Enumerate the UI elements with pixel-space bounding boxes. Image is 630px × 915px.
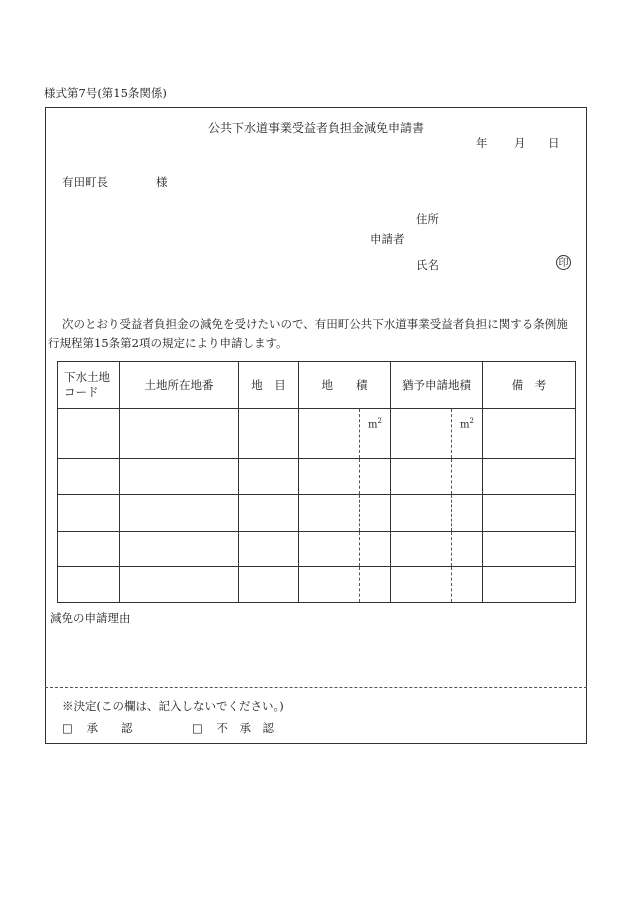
table-row (58, 409, 576, 459)
area-divider (359, 567, 360, 602)
cell-code[interactable] (58, 532, 120, 567)
header-land-category: 地 目 (239, 362, 299, 409)
approve-option[interactable] (62, 720, 133, 736)
form-label: 様式第7号(第15条関係) (44, 86, 167, 100)
cell-remarks[interactable] (483, 409, 576, 459)
reject-label: 不 承 認 (216, 721, 275, 735)
addressee-honorific: 様 (156, 175, 168, 189)
cell-deferred-area[interactable] (391, 495, 483, 532)
cell-deferred-area[interactable] (391, 567, 483, 603)
cell-remarks[interactable] (483, 459, 576, 495)
date-day: 日 (548, 136, 560, 150)
cell-land-category[interactable] (239, 567, 299, 603)
cell-remarks[interactable] (483, 567, 576, 603)
body-text-line1: 次のとおり受益者負担金の減免を受けたいので、有田町公共下水道事業受益者負担に関する条例施 (62, 317, 568, 331)
cell-land-category[interactable] (239, 532, 299, 567)
date-month: 月 (514, 136, 526, 150)
cell-location[interactable] (120, 567, 239, 603)
header-area: 地 積 (299, 362, 391, 409)
area-unit (368, 417, 382, 430)
table-row (58, 532, 576, 567)
deferred-area-divider (451, 459, 452, 494)
area-unit-sup: 2 (377, 417, 382, 425)
area-divider (359, 495, 360, 531)
cell-area[interactable] (299, 409, 391, 459)
applicant-label: 申請者 (370, 232, 405, 246)
area-divider (359, 409, 360, 458)
name-label: 氏名 (416, 258, 439, 272)
address-label: 住所 (416, 212, 439, 226)
header-code-line2: コード (64, 385, 99, 399)
area-unit-text: m (368, 419, 378, 431)
table-row (58, 459, 576, 495)
cell-location[interactable] (120, 495, 239, 532)
land-table (57, 361, 576, 603)
deferred-area-unit-sup: 2 (469, 417, 474, 425)
cell-area[interactable] (299, 459, 391, 495)
header-code (58, 362, 120, 409)
deferred-area-unit-text: m (460, 419, 470, 431)
deferred-area-divider (451, 409, 452, 458)
seal-mark (556, 255, 571, 270)
cell-land-category[interactable] (239, 495, 299, 532)
deferred-area-divider (451, 567, 452, 602)
body-text-line2: 行規程第15条第2項の規定により申請します。 (48, 336, 288, 350)
approve-checkbox[interactable]: □ (62, 721, 73, 735)
area-divider (359, 532, 360, 566)
cell-area[interactable] (299, 495, 391, 532)
form-title: 公共下水道事業受益者負担金減免申請書 (208, 121, 425, 135)
cell-location[interactable] (120, 532, 239, 567)
cell-code[interactable] (58, 459, 120, 495)
header-code-line1: 下水土地 (64, 370, 110, 384)
area-divider (359, 459, 360, 494)
cell-code[interactable] (58, 409, 120, 459)
cell-area[interactable] (299, 532, 391, 567)
reason-label: 減免の申請理由 (50, 611, 131, 625)
table-row (58, 495, 576, 532)
addressee-town: 有田町長 (62, 175, 108, 189)
table-header-row (58, 362, 576, 409)
cell-deferred-area[interactable] (391, 532, 483, 567)
deferred-area-unit (460, 417, 474, 430)
cell-code[interactable] (58, 495, 120, 532)
decision-label: ※決定(この欄は、記入しないでください。) (62, 699, 284, 713)
seal-text: 印 (558, 258, 569, 269)
cell-location[interactable] (120, 459, 239, 495)
approve-label: 承 認 (86, 721, 133, 735)
header-location: 土地所在地番 (120, 362, 239, 409)
deferred-area-divider (451, 495, 452, 531)
deferred-area-divider (451, 532, 452, 566)
cell-location[interactable] (120, 409, 239, 459)
decision-separator (45, 687, 587, 688)
cell-code[interactable] (58, 567, 120, 603)
cell-land-category[interactable] (239, 459, 299, 495)
header-remarks: 備 考 (483, 362, 576, 409)
reject-option[interactable] (192, 720, 274, 736)
header-deferred-area: 猶予申請地積 (391, 362, 483, 409)
table-row (58, 567, 576, 603)
date-year: 年 (476, 136, 488, 150)
cell-area[interactable] (299, 567, 391, 603)
cell-remarks[interactable] (483, 495, 576, 532)
reject-checkbox[interactable]: □ (192, 721, 203, 735)
cell-remarks[interactable] (483, 532, 576, 567)
cell-deferred-area[interactable] (391, 459, 483, 495)
cell-deferred-area[interactable] (391, 409, 483, 459)
cell-land-category[interactable] (239, 409, 299, 459)
